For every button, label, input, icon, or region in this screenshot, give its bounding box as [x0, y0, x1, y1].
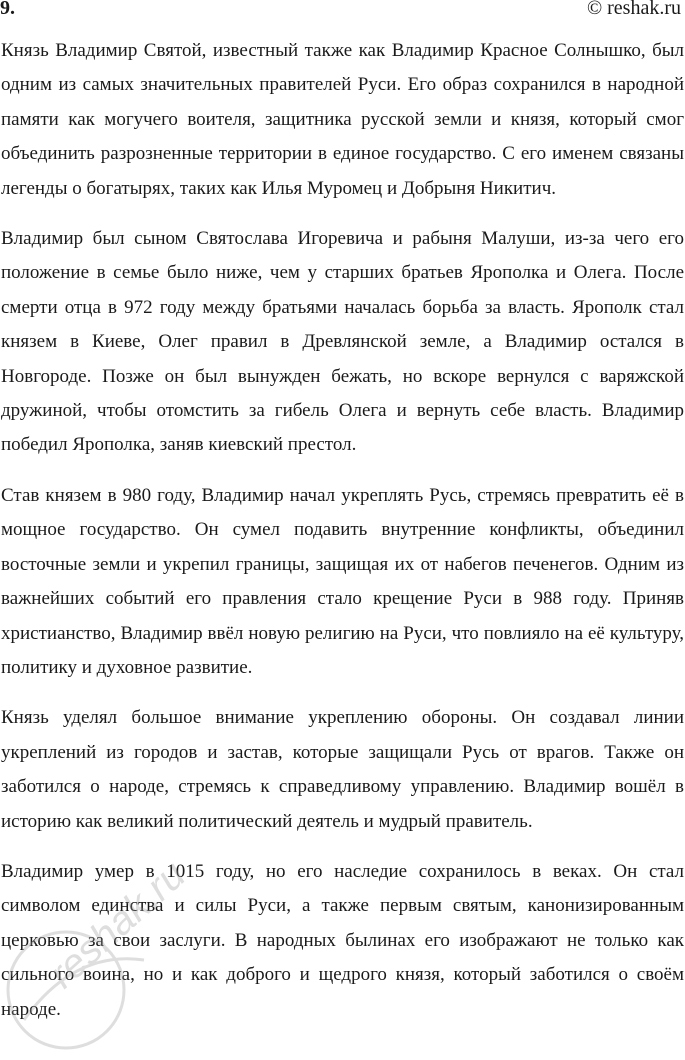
source-copyright: © reshak.ru: [586, 0, 681, 19]
document-body: [1, 34, 684, 1043]
paragraph-5: Владимир умер в 1015 году, но его наследие сохранилось в веках. Он стал символом единства и силы Руси, а также первым святым, канонизированным церковью за свои заслуги. В народных былинах его изображают не только как сильного воина, но и как доброго и щедрого князя, который заботился о своём народе.: [1, 860, 684, 1020]
task-number: 9.: [0, 0, 15, 19]
paragraph-4: Князь уделял большое внимание укреплению обороны. Он создавал линии укреплений из городов и застав, которые защищали Русь от врагов. Также он заботился о народе, стремясь к справедливому управлению. Владимир вошёл в историю как великий политический деятель и мудрый правитель.: [1, 707, 684, 832]
paragraph-2: Владимир был сыном Святослава Игоревича и рабыня Малуши, из-за чего его положение в семье было ниже, чем у старших братьев Ярополка и Олега. После смерти отца в 972 году между братьями началась борьба за власть. Ярополк стал князем в Киеве, Олег правил в Древлянской земле, а Владимир остался в Новгороде. Позже он был вынужден бежать, но вскоре вернулся с варяжской дружиной, чтобы отомстить за гибель Олега и вернуть себе власть. Владимир победил Ярополка, заняв киевский престол.: [1, 228, 684, 456]
page-header: [0, 0, 685, 24]
paragraph-1: Князь Владимир Святой, известный также как Владимир Красное Солнышко, был одним из самых значительных правителей Руси. Его образ сохранился в народной памяти как могучего воителя, защитника русской земли и князя, который смог объединить разрозненные территории в единое государство. С его именем связаны легенды о богатырях, таких как Илья Муромец и Добрыня Никитич.: [1, 40, 684, 199]
watermark-text: reshak.ru: [40, 852, 194, 997]
paragraph-3: Став князем в 980 году, Владимир начал укреплять Русь, стремясь превратить её в мощное государство. Он сумел подавить внутренние конфликты, объединил восточные земли и укрепил границы, защищая их от набегов печенегов. Одним из важнейших событий его правления стало крещение Руси в 988 году. Приняв христианство, Владимир ввёл новую религию на Руси, что повлияло на её культуру, политику и духовное развитие.: [1, 484, 684, 678]
